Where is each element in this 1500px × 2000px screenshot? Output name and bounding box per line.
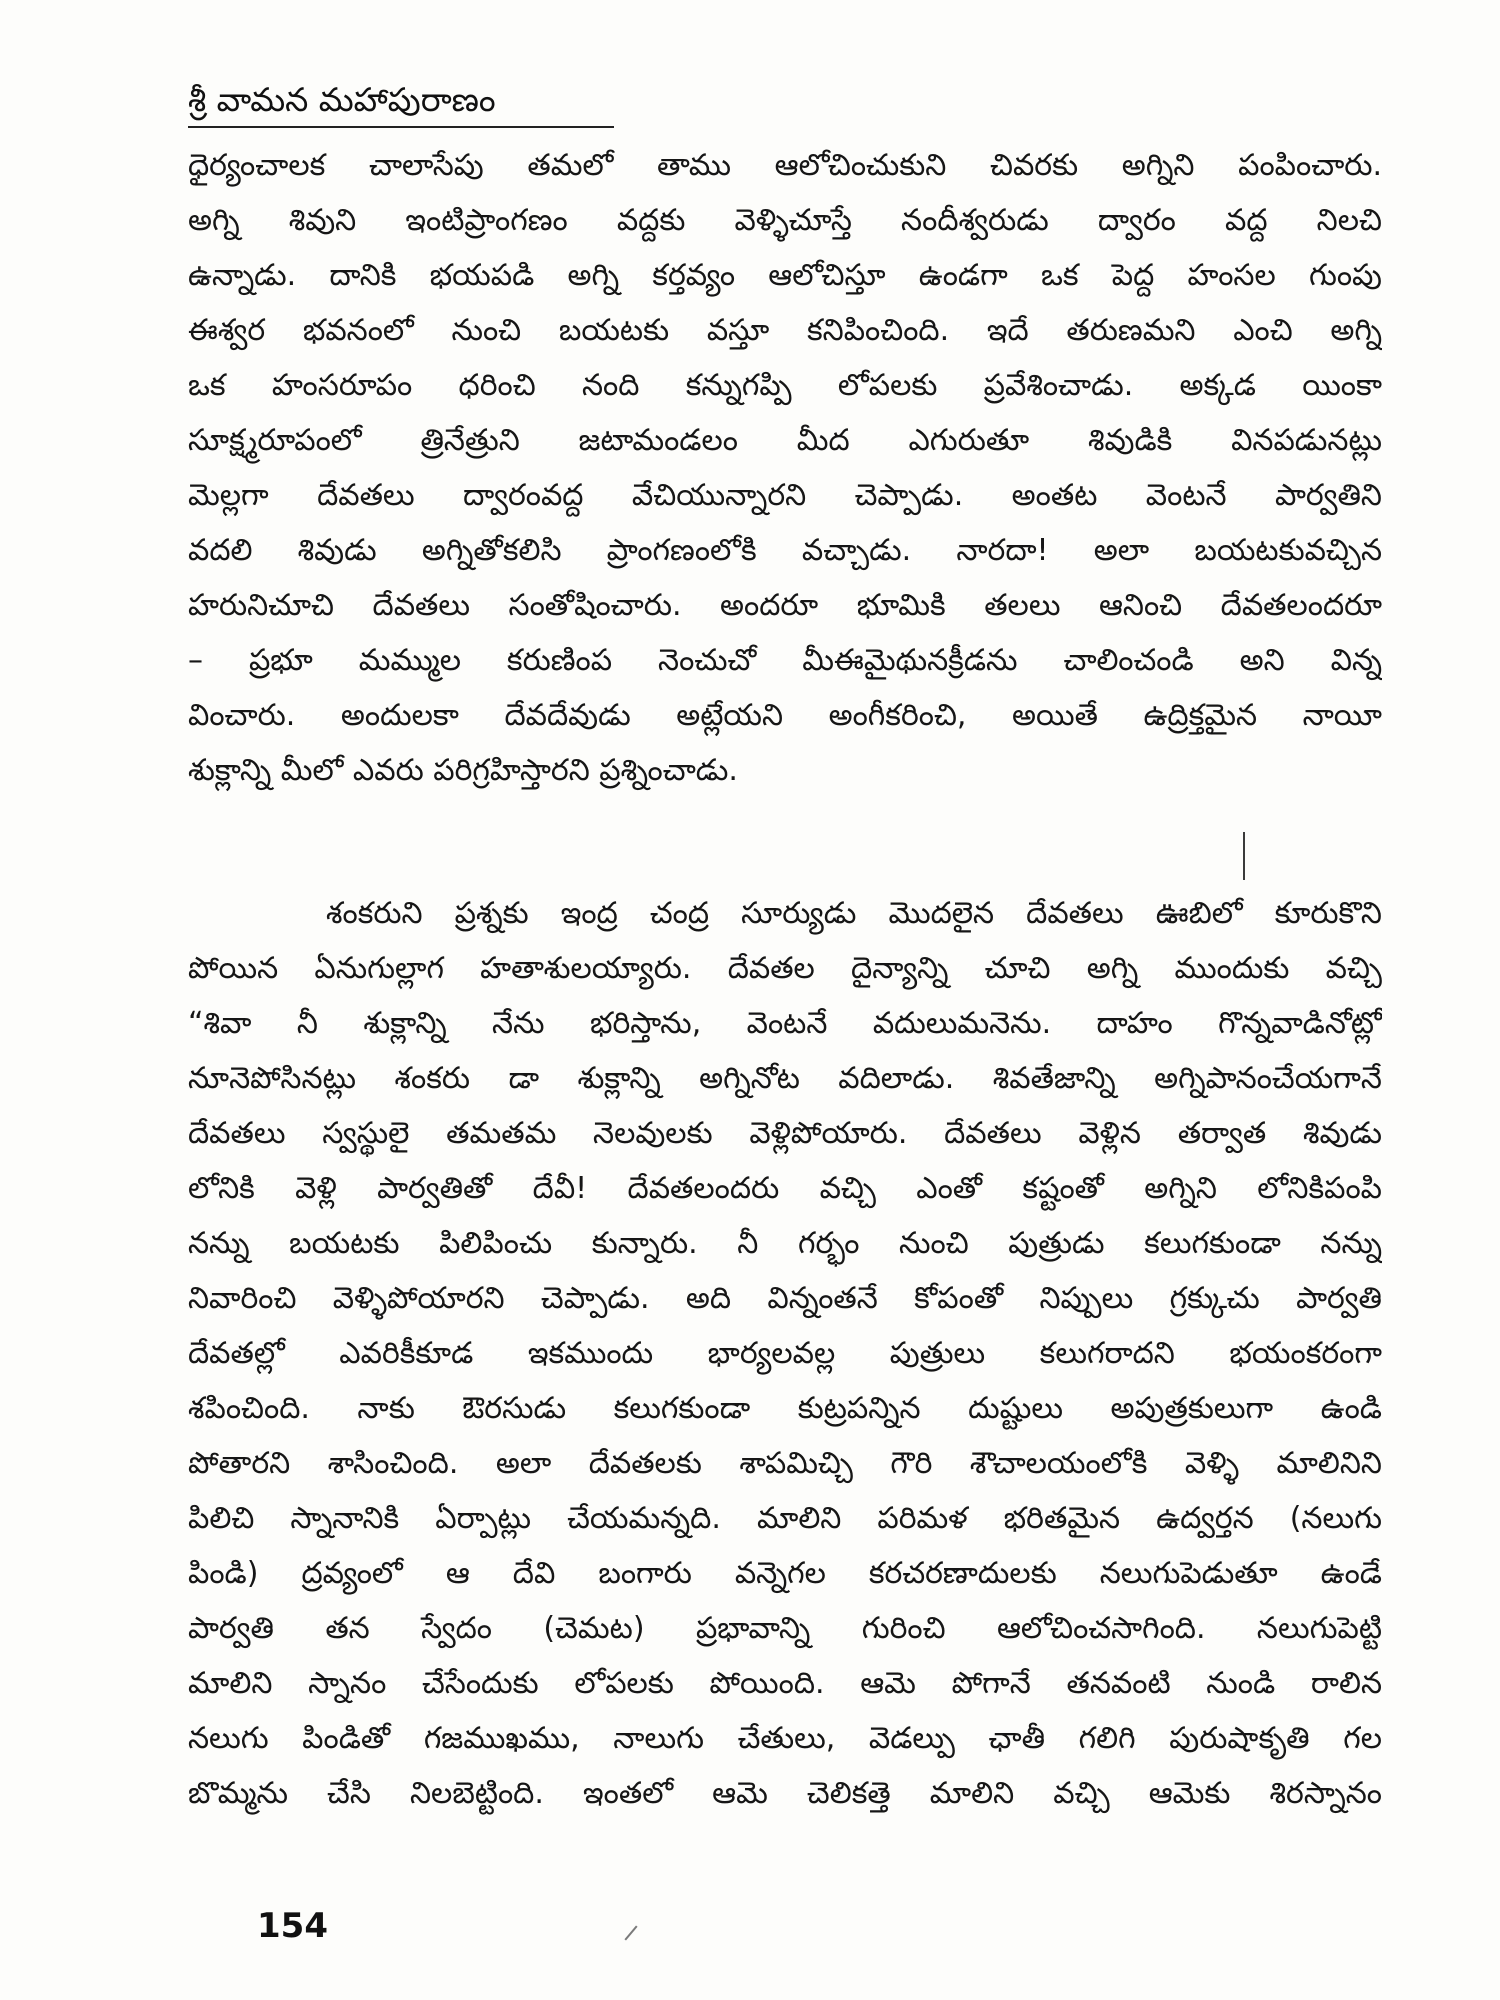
text-line: ఉన్నాడు. దానికి భయపడి అగ్ని కర్తవ్యం ఆలోచిస్తూ ఉండగా ఒక పెద్ద హంసల గుంపు (188, 258, 1382, 293)
scan-artifact-mark (1243, 832, 1245, 880)
text-line: పోతారని శాసించింది. అలా దేవతలకు శాపమిచ్చి గౌరి శౌచాలయంలోకి వెళ్ళి మాలినిని (188, 1446, 1382, 1481)
text-line: లోనికి వెళ్లి పార్వతితో దేవీ! దేవతలందరు వచ్చి ఎంతో కష్టంతో అగ్నిని లోనికిపంపి (188, 1171, 1382, 1206)
text-line: శుక్లాన్ని మీలో ఎవరు పరిగ్రహిస్తారని ప్రశ్నించాడు. (188, 753, 738, 788)
text-line: నలుగు పిండితో గజముఖము, నాలుగు చేతులు, వెడల్పు ఛాతీ గలిగి పురుషాకృతి గల (188, 1721, 1382, 1756)
text-line: వించారు. అందులకా దేవదేవుడు అట్లేయని అంగీకరించి, అయితే ఉద్రిక్తమైన నాయీ (188, 698, 1382, 733)
text-line: సూక్ష్మరూపంలో త్రినేత్రుని జటామండలం మీద ఎగురుతూ శివుడికి వినపడునట్లు (188, 423, 1382, 458)
text-line: దేవతలు స్వస్థులై తమతమ నెలవులకు వెళ్లిపోయారు. దేవతలు వెళ్లిన తర్వాత శివుడు (188, 1116, 1382, 1151)
text-line: పిండి) ద్రవ్యంలో ఆ దేవి బంగారు వన్నెగల కరచరణాదులకు నలుగుపెడుతూ ఉండే (188, 1556, 1382, 1591)
text-line: పోయిన ఏనుగుల్లాగ హతాశులయ్యారు. దేవతల దైన్యాన్ని చూచి అగ్ని ముందుకు వచ్చి (188, 951, 1382, 986)
scan-artifact-mark (624, 1925, 637, 1940)
paragraph-1 (188, 138, 1382, 798)
text-line: అగ్ని శివుని ఇంటిప్రాంగణం వద్దకు వెళ్ళిచూస్తే నందీశ్వరుడు ద్వారం వద్ద నిలచి (188, 203, 1382, 238)
text-line: మెల్లగా దేవతలు ద్వారంవద్ద వేచియున్నారని చెప్పాడు. అంతట వెంటనే పార్వతిని (188, 478, 1382, 513)
text-line: ధైర్యంచాలక చాలాసేపు తమలో తాము ఆలోచించుకుని చివరకు అగ్నిని పంపించారు. (188, 148, 1382, 183)
text-line: పిలిచి స్నానానికి ఏర్పాట్లు చేయమన్నది. మాలిని పరిమళ భరితమైన ఉద్వర్తన (నలుగు (188, 1501, 1382, 1536)
page-number: 154 (257, 1906, 328, 1946)
paragraph-2 (188, 886, 1382, 1821)
book-title: శ్రీ వామన మహాపురాణం (188, 80, 496, 119)
running-header (188, 72, 614, 128)
text-line: నివారించి వెళ్ళిపోయారని చెప్పాడు. అది విన్నంతనే కోపంతో నిప్పులు గ్రక్కుచు పార్వతి (188, 1281, 1382, 1316)
text-line: దేవతల్లో ఎవరికీకూడ ఇకముందు భార్యలవల్ల పుత్రులు కలుగరాదని భయంకరంగా (188, 1336, 1382, 1371)
text-line: నన్ను బయటకు పిలిపించు కున్నారు. నీ గర్భం నుంచి పుత్రుడు కలుగకుండా నన్ను (188, 1226, 1382, 1261)
text-line: వదలి శివుడు అగ్నితోకలిసి ప్రాంగణంలోకి వచ్చాడు. నారదా! అలా బయటకువచ్చిన (188, 533, 1382, 568)
text-line: శంకరుని ప్రశ్నకు ఇంద్ర చంద్ర సూర్యుడు మొదలైన దేవతలు ఊబిలో కూరుకొని (326, 896, 1382, 931)
text-line: పార్వతి తన స్వేదం (చెమట) ప్రభావాన్ని గురించి ఆలోచించసాగింది. నలుగుపెట్టి (188, 1611, 1382, 1646)
text-line: శపించింది. నాకు ఔరసుడు కలుగకుండా కుట్రపన్నిన దుష్టులు అపుత్రకులుగా ఉండి (188, 1391, 1382, 1426)
text-line: నూనెపోసినట్లు శంకరు డా శుక్లాన్ని అగ్నినోట వదిలాడు. శివతేజాన్ని అగ్నిపానంచేయగానే (188, 1061, 1382, 1096)
text-line: బొమ్మను చేసి నిలబెట్టింది. ఇంతలో ఆమె చెలికత్తె మాలిని వచ్చి ఆమెకు శిరస్నానం (188, 1776, 1382, 1811)
text-line: ఒక హంసరూపం ధరించి నంది కన్నుగప్పి లోపలకు ప్రవేశించాడు. అక్కడ యింకా (188, 368, 1382, 403)
text-line: ఈశ్వర భవనంలో నుంచి బయటకు వస్తూ కనిపించింది. ఇదే తరుణమని ఎంచి అగ్ని (188, 313, 1382, 348)
text-line: – ప్రభూ మమ్ముల కరుణింప నెంచుచో మీఈమైథునక్రీడను చాలించండి అని విన్న (188, 643, 1382, 678)
text-line: “శివా నీ శుక్లాన్ని నేను భరిస్తాను, వెంటనే వదులుమనెను. దాహం గొన్నవాడినోట్లో (188, 1006, 1382, 1041)
text-line: హరునిచూచి దేవతలు సంతోషించారు. అందరూ భూమికి తలలు ఆనించి దేవతలందరూ (188, 588, 1382, 623)
text-line: మాలిని స్నానం చేసేందుకు లోపలకు పోయింది. ఆమె పోగానే తనవంటి నుండి రాలిన (188, 1666, 1382, 1701)
